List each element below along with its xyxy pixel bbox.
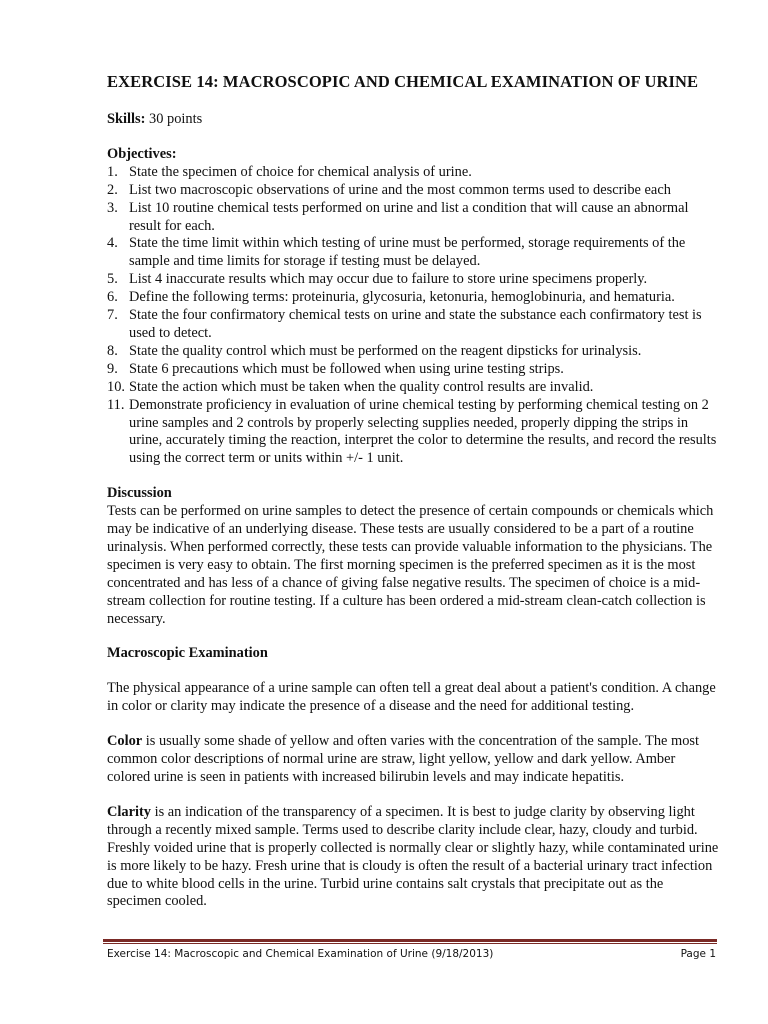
clarity-label: Clarity — [107, 803, 151, 820]
objective-number: 2. — [107, 181, 118, 198]
objective-number: 11. — [107, 396, 125, 413]
objectives-list — [107, 164, 719, 468]
objective-text: State the action which must be taken when the quality control results are invalid. — [129, 378, 594, 395]
objective-item — [107, 397, 719, 469]
objective-number: 6. — [107, 289, 118, 306]
objective-item — [107, 361, 719, 379]
clarity-text: is an indication of the transparency of a specimen. It is best to judge clarity by observing light through a recently mixed sample. Terms used to describe clarity include clear, hazy, cloudy and turbid. Freshly voided urine that is properly collected is normally clear or slightly hazy, while contaminated urine is more likely to be hazy. Fresh urine that is cloudy is often the result of a bacterial urinary tract infection due to white blood cells in the urine. Turbid urine contains salt crystals that precipitate out as the specimen cooled. — [107, 803, 719, 910]
objectives-heading: Objectives: — [107, 145, 177, 162]
objective-number: 10. — [107, 378, 125, 395]
color-label: Color — [107, 733, 143, 750]
objective-number: 9. — [107, 360, 118, 377]
objective-text: State the time limit within which testing of urine must be performed, storage requirements of the sample and time limits for storage if testing must be delayed. — [129, 235, 686, 270]
objective-text: State the four confirmatory chemical tests on urine and state the substance each confirmatory test is used to detect. — [129, 307, 702, 341]
color-paragraph — [107, 733, 719, 787]
discussion-heading: Discussion — [107, 485, 172, 502]
objective-text: Define the following terms: proteinuria, glycosuria, ketonuria, hemoglobinuria, and hematuria. — [129, 289, 675, 306]
objective-item — [107, 200, 719, 236]
objective-number: 4. — [107, 235, 118, 252]
objective-item — [107, 343, 719, 361]
clarity-paragraph — [107, 804, 719, 911]
objective-text: Demonstrate proficiency in evaluation of urine chemical testing by performing chemical testing on 2 urine samples and 2 controls by properly selecting supplies needed, properly dipping the strips in urine, accurately timing the reaction, interpret the color to determine the results, and record the results using the correct term or units within +/- 1 unit. — [129, 396, 717, 467]
objective-text: State the specimen of choice for chemical analysis of urine. — [129, 163, 472, 180]
objective-item — [107, 182, 719, 200]
macroscopic-intro: The physical appearance of a urine sample can often tell a great deal about a patient's condition. A change in color or clarity may indicate the presence of a disease and the need for additional testing. — [107, 680, 716, 715]
objective-item — [107, 271, 719, 289]
footer-rule-thin — [103, 943, 717, 944]
macroscopic-heading: Macroscopic Examination — [107, 645, 268, 662]
objective-item — [107, 379, 719, 397]
objective-text: State 6 precautions which must be followed when using urine testing strips. — [129, 360, 564, 377]
skills-label: Skills: — [107, 111, 146, 127]
objective-item — [107, 307, 719, 343]
objective-number: 1. — [107, 163, 118, 180]
objective-item — [107, 235, 719, 271]
footer-title: Exercise 14: Macroscopic and Chemical Examination of Urine (9/18/2013) — [107, 948, 494, 960]
objective-item — [107, 164, 719, 182]
objective-number: 7. — [107, 307, 118, 324]
objective-text: List two macroscopic observations of urine and the most common terms used to describe each — [129, 181, 671, 198]
skills-line — [107, 111, 719, 129]
footer-rule — [103, 939, 717, 942]
document-body — [107, 111, 719, 911]
objective-number: 8. — [107, 342, 118, 359]
objective-number: 3. — [107, 199, 118, 216]
objective-text: List 10 routine chemical tests performed on urine and list a condition that will cause an abnormal result for each. — [129, 199, 689, 234]
document-title: EXERCISE 14: MACROSCOPIC AND CHEMICAL EXAMINATION OF URINE — [107, 72, 699, 91]
color-text: is usually some shade of yellow and often varies with the concentration of the sample. The most common color descriptions of normal urine are straw, light yellow, yellow and dark yellow. Amber colored urine is seen in patients with increased bilirubin levels and may indicate hepatitis. — [107, 733, 700, 785]
objective-number: 5. — [107, 271, 118, 288]
discussion-text: Tests can be performed on urine samples to detect the presence of certain compounds or chemicals which may be indicative of an underlying disease. These tests are usually considered to be a part of a routine urinalysis. When performed correctly, these tests can provide valuable information to the physicians. The specimen is very easy to obtain. The first morning specimen is the preferred specimen as it is the most concentrated and has less of a chance of giving false negative results. The specimen of choice is a mid-stream collection for routine testing. If a culture has been ordered a mid-stream clean-catch collection is necessary. — [107, 503, 714, 627]
skills-value: 30 points — [145, 111, 203, 127]
objective-text: List 4 inaccurate results which may occur due to failure to store urine specimens properly. — [129, 271, 648, 288]
objective-item — [107, 289, 719, 307]
objective-text: State the quality control which must be performed on the reagent dipsticks for urinalysis. — [129, 342, 642, 359]
page-number: Page 1 — [680, 948, 716, 960]
